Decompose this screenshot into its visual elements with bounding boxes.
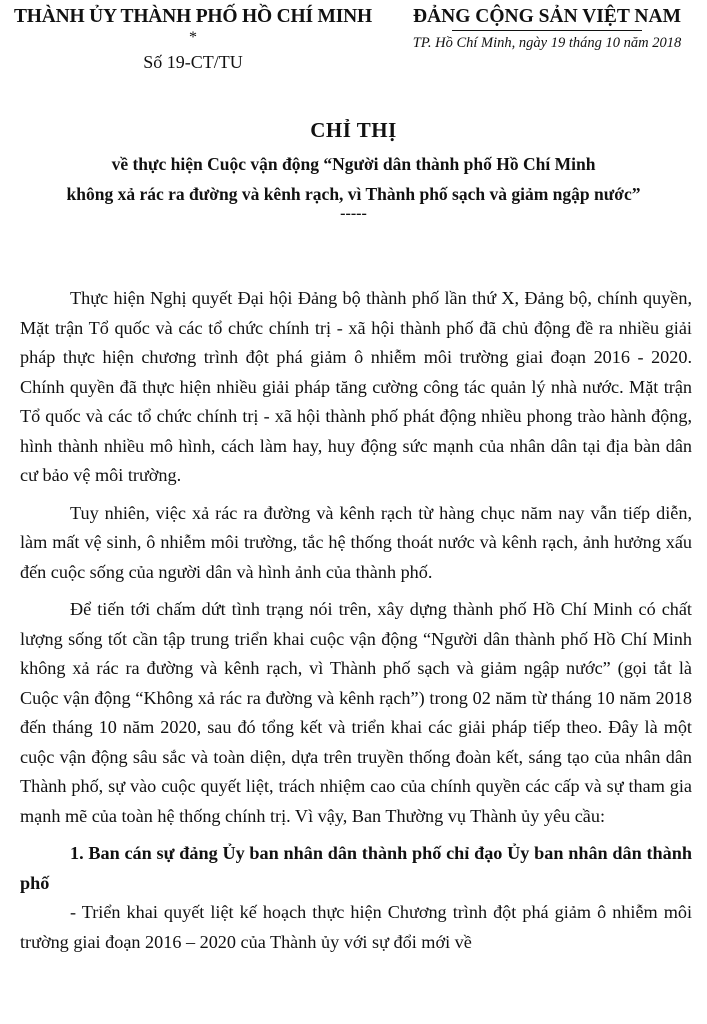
party-name: ĐẢNG CỘNG SẢN VIỆT NAM — [413, 6, 681, 27]
star-mark: * — [189, 29, 197, 46]
issuing-organization: THÀNH ỦY THÀNH PHỐ HỒ CHÍ MINH — [13, 6, 373, 27]
title-separator: ----- — [340, 205, 367, 222]
section-item: - Triển khai quyết liệt kế hoạch thực hiện Chương trình đột phá giảm ô nhiễm môi trường giai đoạn 2016 – 2020 của Thành ủy với sự đổi mới về — [20, 902, 692, 952]
document-type-title: CHỈ THỊ — [310, 118, 397, 142]
party-block — [397, 6, 697, 52]
issuer-block — [8, 6, 378, 73]
document-subject — [0, 149, 707, 209]
subject-line-2: không xả rác ra đường và kênh rạch, vì Thành phố sạch và giảm ngập nước” — [66, 184, 641, 204]
party-name-underline — [452, 30, 642, 31]
document-number: Số 19-CT/TU — [143, 52, 243, 72]
place-and-date: TP. Hồ Chí Minh, ngày 19 tháng 10 năm 2018 — [412, 35, 682, 51]
title-block — [0, 118, 707, 223]
document-body — [20, 284, 692, 957]
paragraph: Tuy nhiên, việc xả rác ra đường và kênh rạch từ hàng chục năm nay vẫn tiếp diễn, làm mất vệ sinh, ô nhiễm môi trường, tắc hệ thống thoát nước và kênh rạch, ảnh hưởng xấu đến cuộc sống của người dân và hình ảnh của thành phố. — [20, 502, 692, 582]
section-heading: 1. Ban cán sự đảng Ủy ban nhân dân thành phố chỉ đạo Ủy ban nhân dân thành phố — [20, 843, 692, 893]
subject-line-1: về thực hiện Cuộc vận động “Người dân thành phố Hồ Chí Minh — [111, 154, 596, 174]
paragraph: Thực hiện Nghị quyết Đại hội Đảng bộ thành phố lần thứ X, Đảng bộ, chính quyền, Mặt trận Tổ quốc và các tổ chức chính trị - xã hội thành phố đã chủ động đề ra nhiều giải pháp thực hiện chương trình đột phá giảm ô nhiễm môi trường giai đoạn 2016 - 2020. Chính quyền đã thực hiện nhiều giải pháp tăng cường công tác quản lý nhà nước. Mặt trận Tổ quốc và các tổ chức chính trị - xã hội thành phố phát động nhiều phong trào hành động, hình thành nhiều mô hình, cách làm hay, huy động sức mạnh của nhân dân tại địa bàn dân cư bảo vệ môi trường. — [20, 288, 692, 485]
paragraph: Để tiến tới chấm dứt tình trạng nói trên, xây dựng thành phố Hồ Chí Minh có chất lượng sống tốt cần tập trung triển khai cuộc vận động “Người dân thành phố Hồ Chí Minh không xả rác ra đường và kênh rạch, vì Thành phố sạch và giảm ngập nước” (gọi tắt là Cuộc vận động “Không xả rác ra đường và kênh rạch”) trong 02 năm từ tháng 10 năm 2018 đến tháng 10 năm 2020, sau đó tổng kết và triển khai các giải pháp tiếp theo. Đây là một cuộc vận động sâu sắc và toàn diện, dựa trên truyền thống đoàn kết, sáng tạo của nhân dân Thành phố, sự vào cuộc quyết liệt, trách nhiệm cao của chính quyền các cấp và sự tham gia mạnh mẽ của toàn hệ thống chính trị. Vì vậy, Ban Thường vụ Thành ủy yêu cầu: — [20, 599, 692, 826]
